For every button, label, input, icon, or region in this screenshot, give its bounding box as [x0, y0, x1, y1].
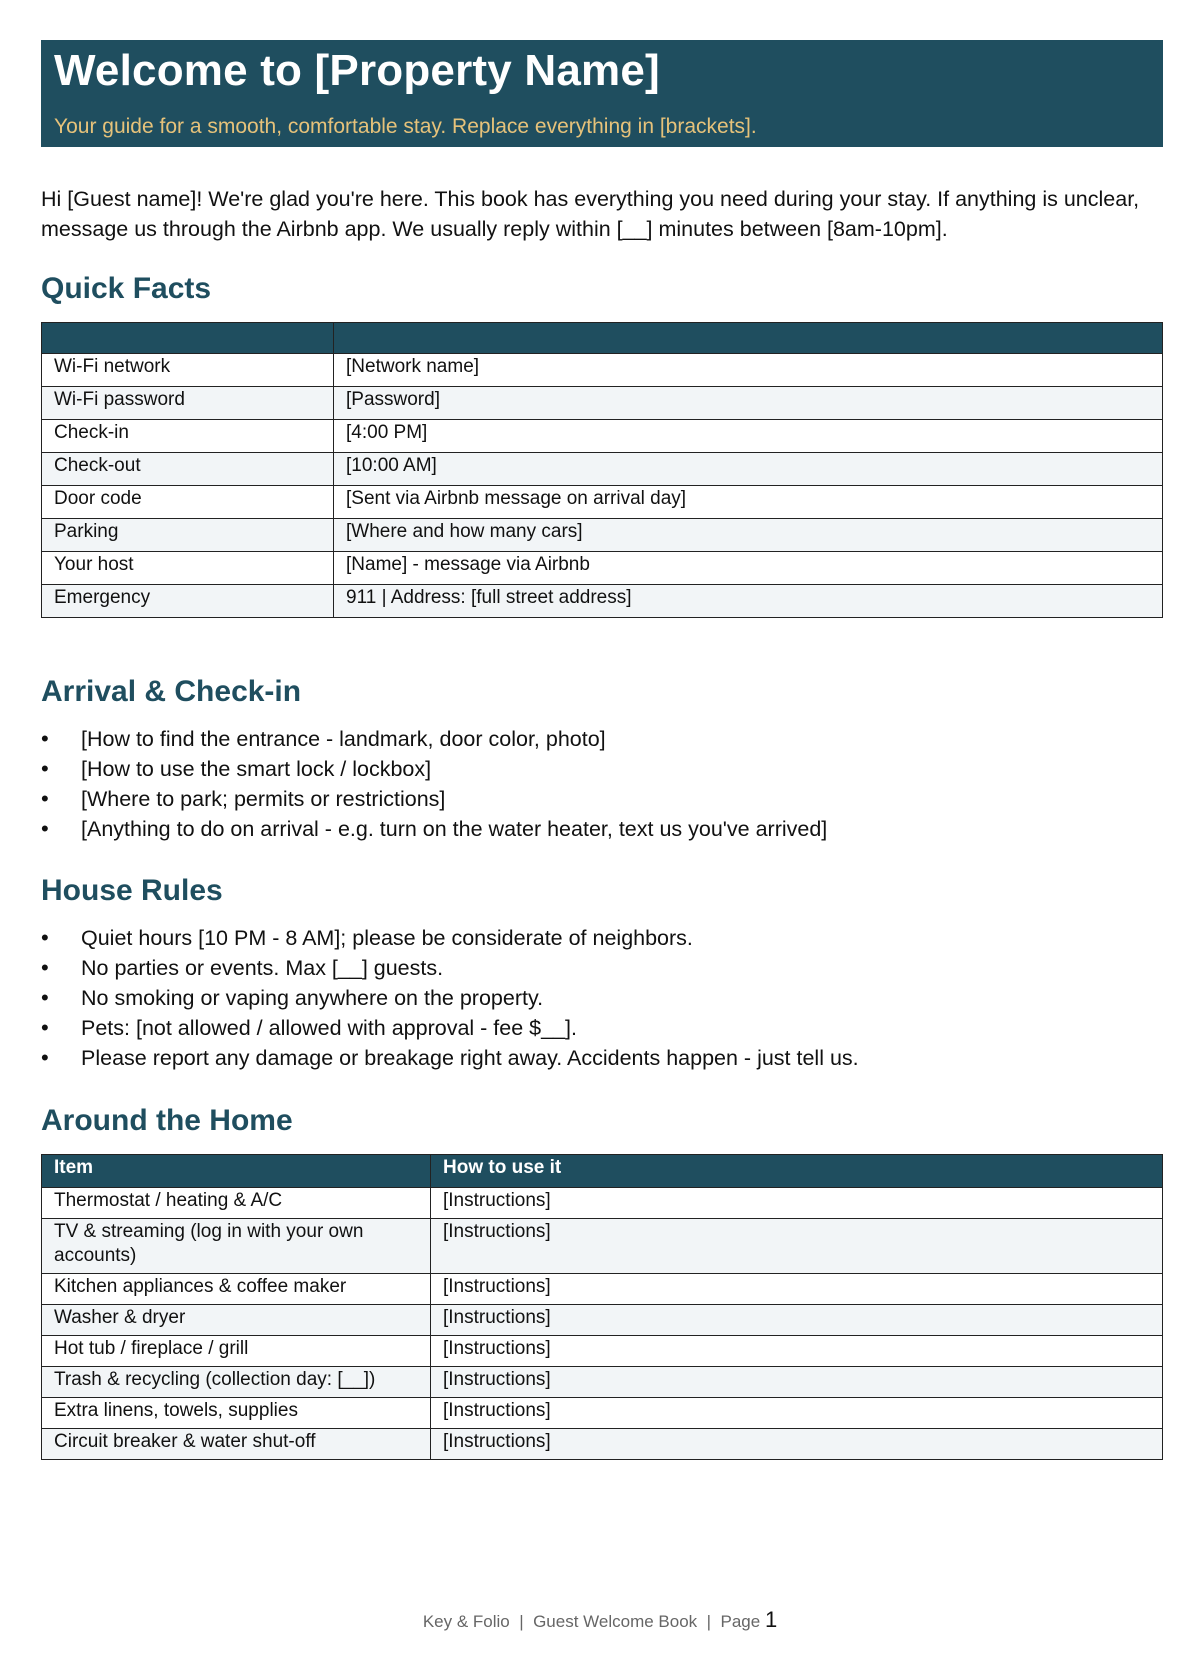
around-home-header-row — [42, 1155, 1163, 1188]
around-home-row — [42, 1188, 1163, 1219]
quick-facts-heading: Quick Facts — [41, 272, 212, 305]
quick-facts-row — [42, 519, 1163, 552]
around-home-instructions: [Instructions] — [431, 1336, 1163, 1367]
around-home-item: Thermostat / heating & A/C — [42, 1188, 431, 1219]
around-home-item: Hot tub / fireplace / grill — [42, 1336, 431, 1367]
quick-facts-row — [42, 585, 1163, 618]
around-home-instructions: [Instructions] — [431, 1305, 1163, 1336]
around-home-row — [42, 1336, 1163, 1367]
around-home-row — [42, 1274, 1163, 1305]
house-rule-item: • No smoking or vaping anywhere on the property. — [41, 983, 1163, 1013]
quick-facts-value: [Password] — [334, 387, 1163, 420]
around-home-item: TV & streaming (log in with your own accounts) — [42, 1219, 431, 1274]
quick-facts-label: Check-out — [42, 453, 334, 486]
title-banner — [41, 40, 1163, 147]
footer-separator: | — [706, 1612, 712, 1631]
around-home-item: Trash & recycling (collection day: [__]) — [42, 1367, 431, 1398]
around-home-header-item: Item — [42, 1155, 431, 1188]
quick-facts-row — [42, 552, 1163, 585]
around-home-row — [42, 1305, 1163, 1336]
house-rule-item: • Quiet hours [10 PM - 8 AM]; please be considerate of neighbors. — [41, 923, 1163, 953]
page-title: Welcome to [Property Name] — [54, 46, 660, 95]
footer-separator: | — [519, 1612, 524, 1631]
quick-facts-label: Wi-Fi network — [42, 354, 334, 387]
around-home-instructions: [Instructions] — [431, 1188, 1163, 1219]
around-home-instructions: [Instructions] — [431, 1398, 1163, 1429]
page-subtitle: Your guide for a smooth, comfortable stay. Replace everything in [brackets]. — [54, 115, 757, 138]
quick-facts-value: [10:00 AM] — [334, 453, 1163, 486]
page-footer — [0, 1606, 1200, 1636]
house-rule-item: • Please report any damage or breakage right away. Accidents happen - just tell us. — [41, 1043, 1163, 1073]
quick-facts-row — [42, 420, 1163, 453]
around-home-instructions: [Instructions] — [431, 1274, 1163, 1305]
quick-facts-value: [Sent via Airbnb message on arrival day] — [334, 486, 1163, 519]
quick-facts-label: Your host — [42, 552, 334, 585]
quick-facts-label: Emergency — [42, 585, 334, 618]
quick-facts-row — [42, 486, 1163, 519]
around-home-row — [42, 1219, 1163, 1274]
quick-facts-header-cell — [334, 323, 1163, 354]
around-home-instructions: [Instructions] — [431, 1367, 1163, 1398]
around-home-instructions: [Instructions] — [431, 1429, 1163, 1460]
quick-facts-label: Parking — [42, 519, 334, 552]
quick-facts-header-cell — [42, 323, 334, 354]
around-home-row — [42, 1398, 1163, 1429]
page — [41, 40, 1163, 1460]
quick-facts-value: 911 | Address: [full street address] — [334, 585, 1163, 618]
around-home-row — [42, 1429, 1163, 1460]
quick-facts-table — [41, 322, 1163, 618]
arrival-list-item: • [How to use the smart lock / lockbox] — [41, 754, 1163, 784]
arrival-heading: Arrival & Check-in — [41, 675, 302, 708]
quick-facts-label: Check-in — [42, 420, 334, 453]
house-rules-list — [41, 923, 1163, 1073]
around-home-table — [41, 1154, 1163, 1460]
quick-facts-value: [Name] - message via Airbnb — [334, 552, 1163, 585]
quick-facts-value: [4:00 PM] — [334, 420, 1163, 453]
quick-facts-row — [42, 354, 1163, 387]
around-home-item: Kitchen appliances & coffee maker — [42, 1274, 431, 1305]
footer-doc-title: Guest Welcome Book — [533, 1612, 698, 1631]
footer-brand: Key & Folio — [422, 1612, 510, 1631]
arrival-list-item: • [How to find the entrance - landmark, door color, photo] — [41, 724, 1163, 754]
quick-facts-label: Door code — [42, 486, 334, 519]
around-home-heading: Around the Home — [41, 1104, 293, 1137]
arrival-list-item: • [Anything to do on arrival - e.g. turn on the water heater, text us you've arrived] — [41, 814, 1163, 844]
quick-facts-label: Wi-Fi password — [42, 387, 334, 420]
arrival-list — [41, 724, 1163, 844]
footer-page-label: Page — [720, 1612, 761, 1631]
arrival-list-item: • [Where to park; permits or restrictions] — [41, 784, 1163, 814]
quick-facts-value: [Where and how many cars] — [334, 519, 1163, 552]
around-home-row — [42, 1367, 1163, 1398]
quick-facts-header-row — [42, 323, 1163, 354]
around-home-item: Extra linens, towels, supplies — [42, 1398, 431, 1429]
around-home-item: Washer & dryer — [42, 1305, 431, 1336]
quick-facts-row — [42, 453, 1163, 486]
around-home-instructions: [Instructions] — [431, 1219, 1163, 1274]
house-rule-item: • No parties or events. Max [__] guests. — [41, 953, 1163, 983]
quick-facts-row — [42, 387, 1163, 420]
house-rules-heading: House Rules — [41, 874, 223, 907]
intro-paragraph: Hi [Guest name]! We're glad you're here. This book has everything you need during your stay. If anything is unclear, message us through the Airbnb app. We usually reply within [__] minutes between [8am-10pm]. — [41, 187, 1140, 241]
around-home-item: Circuit breaker & water shut-off — [42, 1429, 431, 1460]
house-rule-item: • Pets: [not allowed / allowed with approval - fee $__]. — [41, 1013, 1163, 1043]
quick-facts-value: [Network name] — [334, 354, 1163, 387]
around-home-header-how: How to use it — [431, 1155, 1163, 1188]
footer-page-number: 1 — [764, 1607, 778, 1632]
